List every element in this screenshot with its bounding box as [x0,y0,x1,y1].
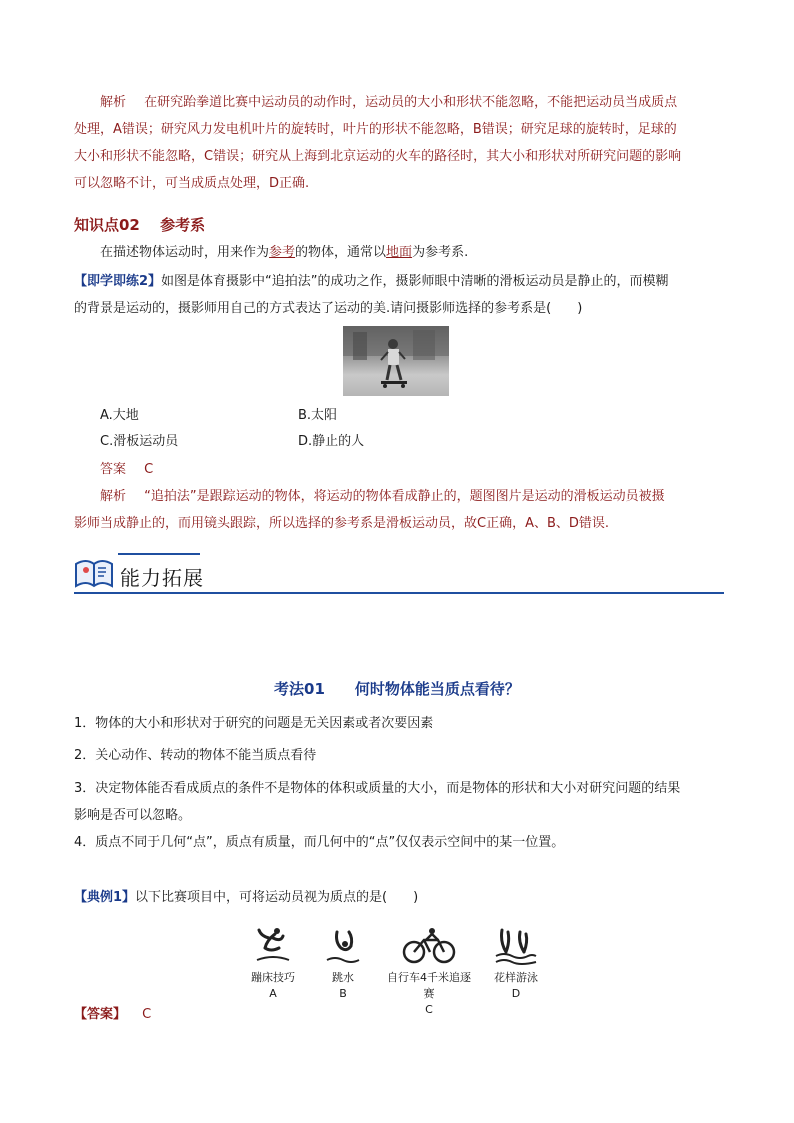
sport-name: 蹦床技巧 [251,971,295,984]
sport-name: 自行车4千米追逐赛 [387,971,471,1000]
banner-rule [74,592,724,594]
analysis1-line4: 可以忽略不计，可当成质点处理，D正确. [74,176,310,191]
sport-letter: A [269,987,277,1000]
example1-tag: 【典例1】 [74,890,136,905]
knowledge2-title: 知识点02 参考系 [74,216,206,234]
sport-letter: B [339,987,347,1000]
practice2-answer: 答案 C [100,462,154,477]
analysis1-line1: 解析 在研究跆拳道比赛中运动员的动作时，运动员的大小和形状不能忽略，不能把运动员当成质点 [100,95,678,110]
diving-icon [323,926,363,966]
sport-option-d [481,926,551,1002]
analysis1-label: 解析 [100,95,127,110]
sport-option-a [238,926,308,1002]
method1-item-3: 3．决定物体能否看成质点的条件不是物体的体积或质量的大小，而是物体的形状和大小对研究问题的结果 [74,781,681,796]
practice2-tag: 【即学即练2】 [74,274,162,289]
sport-option-b [308,926,378,1002]
example1-question: 【典例1】以下比赛项目中，可将运动员视为质点的是( ) [74,890,419,905]
sport-letter: D [511,987,521,1000]
knowledge2-desc: 在描述物体运动时，用来作为参考的物体，通常以地面为参考系. [100,245,469,260]
option-d: D.静止的人 [298,434,365,449]
sport-letter: C [425,1003,433,1016]
banner-top-rule [118,553,200,555]
sport-name: 花样游泳 [494,971,538,984]
option-c: C.滑板运动员 [100,434,179,449]
skateboarder-figure [343,326,449,396]
practice2-analysis-line2: 影师当成静止的，而用镜头跟踪，所以选择的参考系是滑板运动员，故C正确，A、B、D错误. [74,516,610,531]
trampoline-icon [253,926,293,966]
practice2-analysis-line1: 解析 “追拍法”是跟踪运动的物体，将运动的物体看成静止的，题图图片是运动的滑板运动员被摄 [100,489,665,504]
skateboarder-photo [343,326,449,396]
option-a: A.大地 [100,408,139,423]
analysis1-line2: 处理，A错误；研究风力发电机叶片的旋转时，叶片的形状不能忽略，B错误；研究足球的旋转时，足球的 [74,122,677,137]
banner-title: 能力拓展 [120,566,204,590]
keyword-ground: 地面 [386,245,413,260]
book-icon [74,556,114,594]
example1-answer: 【答案】 C [74,1007,152,1022]
option-b: B.太阳 [298,408,338,423]
practice2-line1: 【即学即练2】如图是体育摄影中“追拍法”的成功之作，摄影师眼中清晰的滑板运动员是静止的，而模糊 [74,274,669,289]
example1-answer-tag: 【答案】 [74,1007,127,1022]
analysis1-line3: 大小和形状不能忽略，C错误；研究从上海到北京运动的火车的路径时，其大小和形状对所研究问题的影响 [74,149,682,164]
method1-title: 考法01 何时物体能当质点看待？ [274,680,520,698]
method1-item-3-cont: 影响是否可以忽略。 [74,808,192,823]
bicycle-icon [402,926,456,966]
method1-item-1: 1．物体的大小和形状对于研究的问题是无关因素或者次要因素 [74,716,434,731]
synchronized-swimming-icon [494,926,538,966]
method1-item-4: 4．质点不同于几何“点”，质点有质量，而几何中的“点”仅仅表示空间中的某一位置。 [74,835,565,850]
method1-item-2: 2．关心动作、转动的物体不能当质点看待 [74,748,317,763]
practice2-line2: 的背景是运动的，摄影师用自己的方式表达了运动的美.请问摄影师选择的参考系是( ) [74,301,583,316]
sport-name: 跳水 [332,971,354,984]
keyword-reference: 参考 [269,245,296,260]
